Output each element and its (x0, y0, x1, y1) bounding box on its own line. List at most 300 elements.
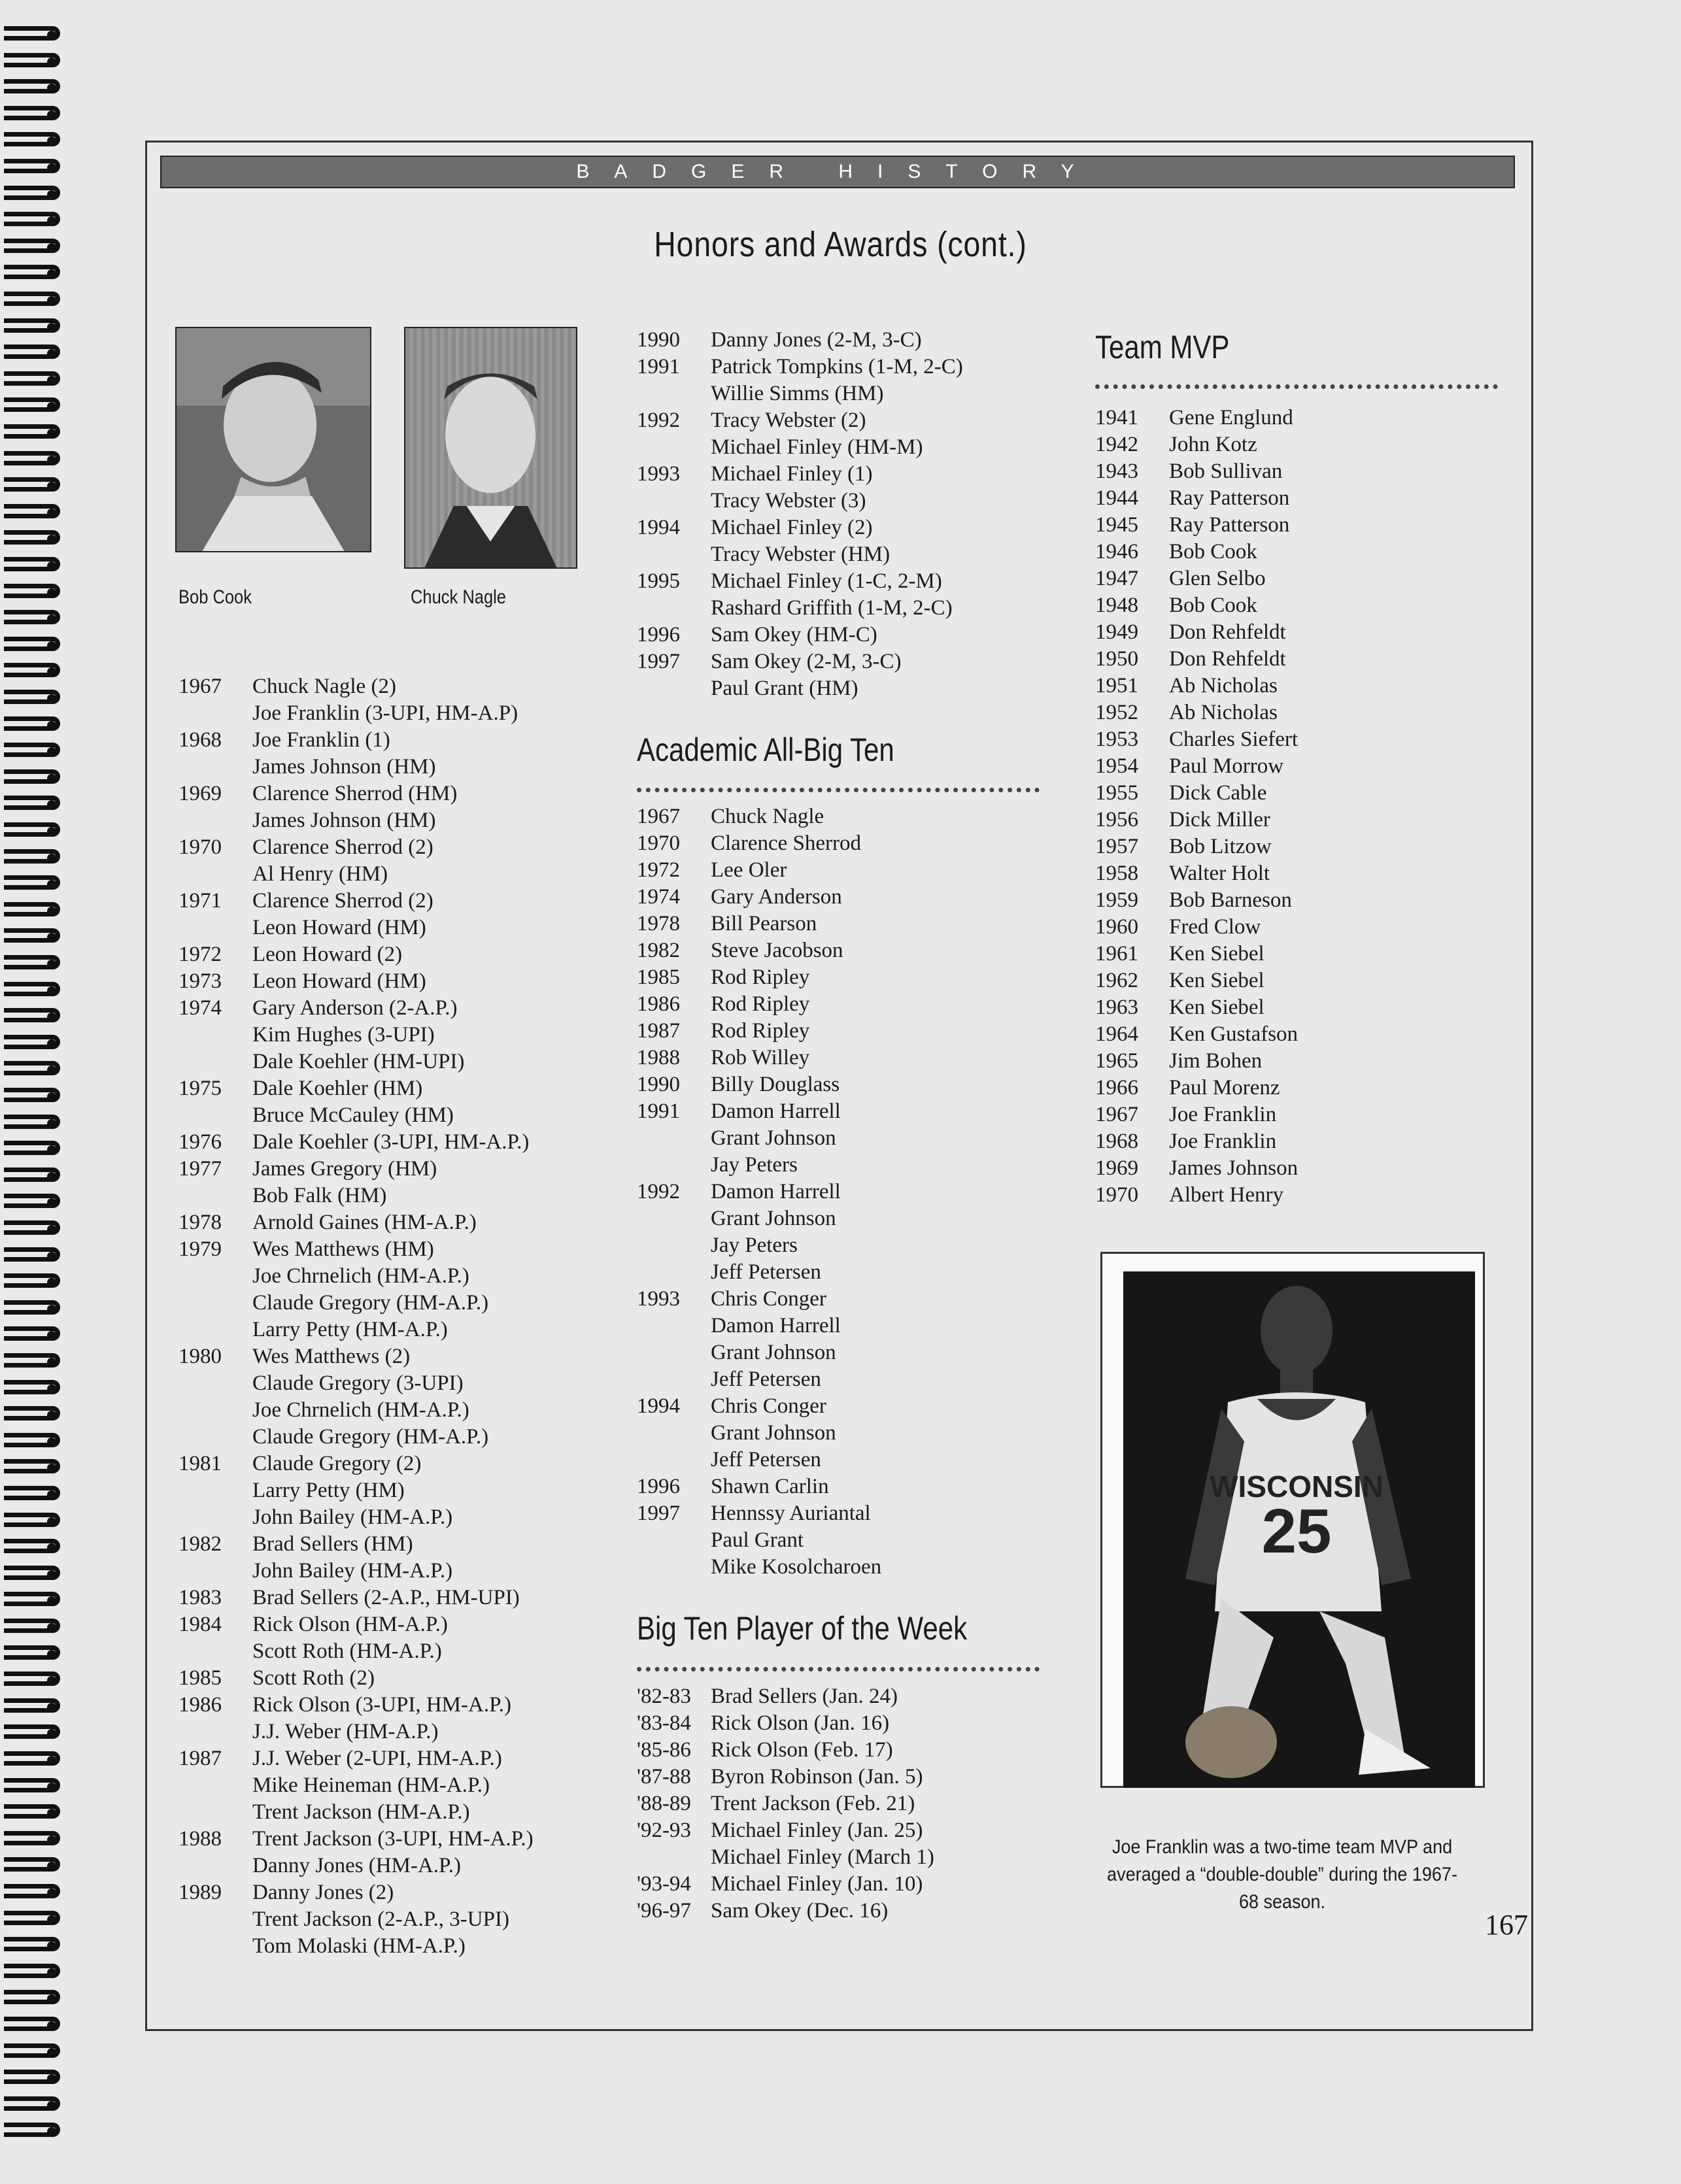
list-item (178, 1209, 534, 1236)
list-item (637, 1286, 881, 1313)
list-item (178, 1531, 534, 1558)
list-item (637, 884, 881, 911)
item-year (178, 1906, 252, 1933)
item-year: 1997 (637, 1502, 680, 1525)
item-name: Don Rehfeldt (1169, 647, 1286, 671)
item-name: Charles Siefert (1169, 728, 1299, 751)
item-name: Brad Sellers (2-A.P., HM-UPI) (252, 1586, 520, 1609)
item-year (178, 1853, 252, 1879)
list-item (637, 461, 963, 488)
item-year (178, 807, 252, 834)
item-name: Paul Grant (711, 1528, 804, 1552)
spiral-coil (4, 2123, 60, 2142)
list-item (637, 407, 963, 434)
item-year (637, 1313, 711, 1339)
item-name: James Johnson (1169, 1156, 1299, 1180)
spiral-coil (4, 743, 60, 762)
list-item (1095, 539, 1298, 565)
item-year: 1963 (1095, 996, 1138, 1019)
list-item (637, 1817, 934, 1844)
spiral-coil (4, 1115, 60, 1134)
spiral-coil (4, 2043, 60, 2063)
item-year: 1968 (1095, 1130, 1138, 1153)
item-name: Claude Gregory (3-UPI) (252, 1371, 464, 1395)
item-year: 1942 (1095, 433, 1138, 456)
spiral-coil (4, 1300, 60, 1320)
item-name: Jay Peters (711, 1234, 798, 1257)
list-item (637, 1447, 881, 1473)
item-name: Grant Johnson (711, 1341, 836, 1364)
all-big-ten-list-part2 (637, 327, 963, 702)
item-name: Clarence Sherrod (HM) (252, 782, 458, 805)
item-year: '85-86 (637, 1738, 691, 1762)
item-name: Bob Barneson (1169, 888, 1292, 912)
item-name: Rod Ripley (711, 966, 810, 989)
list-item (178, 673, 534, 700)
list-item (637, 1071, 881, 1098)
item-year: 1985 (178, 1666, 222, 1690)
item-year: 1986 (637, 992, 680, 1016)
item-name: Jeff Petersen (711, 1368, 821, 1391)
item-name: Gene Englund (1169, 406, 1293, 429)
item-name: Rick Olson (HM-A.P.) (252, 1613, 448, 1636)
item-name: Scott Roth (HM-A.P.) (252, 1639, 442, 1663)
item-year: 1981 (178, 1452, 222, 1475)
spiral-coil (4, 1513, 60, 1532)
item-name: John Bailey (HM-A.P.) (252, 1505, 453, 1529)
list-item (178, 1236, 534, 1263)
list-item (637, 1152, 881, 1179)
list-item (637, 380, 963, 407)
list-item (178, 1129, 534, 1156)
item-year: 1978 (178, 1211, 222, 1234)
list-item (637, 1683, 934, 1710)
spiral-coil (4, 849, 60, 869)
spiral-coil (4, 557, 60, 577)
player-of-week-divider (637, 1667, 1040, 1672)
list-item (178, 1879, 534, 1906)
list-item (637, 1420, 881, 1447)
item-year: 1982 (637, 939, 680, 962)
spiral-coil (4, 1273, 60, 1293)
item-name: Ken Gustafson (1169, 1022, 1299, 1046)
spiral-coil (4, 292, 60, 311)
item-name: Clarence Sherrod (2) (252, 889, 433, 913)
item-name: J.J. Weber (HM-A.P.) (252, 1720, 439, 1743)
item-year (637, 1232, 711, 1259)
item-year (178, 1424, 252, 1451)
item-name: Clarence Sherrod (2) (252, 835, 433, 859)
spiral-coil (4, 1380, 60, 1400)
item-year: 1967 (178, 675, 222, 698)
item-year (178, 1290, 252, 1317)
list-item (637, 1366, 881, 1393)
spiral-coil (4, 796, 60, 815)
spiral-coil (4, 1008, 60, 1028)
list-item (637, 1232, 881, 1259)
spiral-coil (4, 132, 60, 152)
item-name: Ken Siebel (1169, 969, 1265, 992)
item-year: '83-84 (637, 1711, 691, 1735)
item-year (637, 595, 711, 622)
item-name: Ken Siebel (1169, 996, 1265, 1019)
item-year: 1977 (178, 1157, 222, 1181)
item-name: Al Henry (HM) (252, 862, 388, 886)
item-year: 1975 (178, 1077, 222, 1100)
item-year: 1992 (637, 1180, 680, 1203)
item-name: Chuck Nagle (711, 805, 824, 828)
item-year: 1972 (178, 943, 222, 966)
list-item (1095, 994, 1298, 1021)
spiral-coil (4, 1194, 60, 1213)
list-item (178, 1933, 534, 1960)
item-year: 1976 (178, 1130, 222, 1154)
item-name: Sam Okey (Dec. 16) (711, 1899, 889, 1923)
player-of-week-heading: Big Ten Player of the Week (637, 1610, 968, 1647)
spiral-coil (4, 1672, 60, 1691)
spiral-coil (4, 1831, 60, 1851)
item-year: 1996 (637, 1475, 680, 1498)
list-item (178, 1290, 534, 1317)
list-item (1095, 807, 1298, 833)
item-year: '93-94 (637, 1872, 691, 1896)
item-year (178, 1477, 252, 1504)
spiral-coil (4, 822, 60, 842)
list-item (1095, 431, 1298, 458)
item-year: 1996 (637, 623, 680, 647)
item-name: Lee Oler (711, 858, 787, 882)
list-item (637, 354, 963, 380)
team-mvp-divider (1095, 384, 1498, 389)
list-item (178, 1665, 534, 1692)
item-year: 1956 (1095, 808, 1138, 832)
item-year: 1951 (1095, 674, 1138, 697)
item-name: Albert Henry (1169, 1183, 1284, 1207)
spiral-coil (4, 2070, 60, 2089)
list-item (637, 1737, 934, 1764)
item-name: Mike Kosolcharoen (711, 1555, 882, 1579)
spiral-coil (4, 1406, 60, 1426)
list-item (178, 1826, 534, 1853)
list-item (178, 1853, 534, 1879)
item-year: 1967 (1095, 1103, 1138, 1126)
item-name: Danny Jones (2) (252, 1881, 394, 1904)
item-name: Bob Cook (1169, 540, 1257, 563)
item-year: 1973 (178, 969, 222, 993)
list-item (1095, 1075, 1298, 1101)
item-name: Joe Chrnelich (HM-A.P.) (252, 1264, 469, 1288)
item-name: Scott Roth (2) (252, 1666, 375, 1690)
list-item (178, 861, 534, 888)
list-item (178, 1772, 534, 1799)
list-item (178, 1317, 534, 1343)
list-item (637, 1898, 934, 1924)
item-name: Glen Selbo (1169, 567, 1266, 590)
item-name: Dick Miller (1169, 808, 1270, 832)
spiral-coil (4, 1751, 60, 1771)
item-year (637, 380, 711, 407)
spiral-coil (4, 1645, 60, 1665)
page-number: 167 (1485, 1909, 1528, 1941)
spiral-coil (4, 1141, 60, 1160)
spiral-coil (4, 875, 60, 895)
item-name: Rick Olson (Jan. 16) (711, 1711, 890, 1735)
item-name: Jim Bohen (1169, 1049, 1263, 1073)
item-year: 1987 (637, 1019, 680, 1043)
item-year (178, 1772, 252, 1799)
list-item (1095, 753, 1298, 780)
item-name: Michael Finley (1) (711, 462, 873, 486)
item-name: Jay Peters (711, 1153, 798, 1177)
list-item (637, 1393, 881, 1420)
item-name: Dale Koehler (3-UPI, HM-A.P.) (252, 1130, 530, 1154)
item-year: 1972 (637, 858, 680, 882)
list-item (1095, 967, 1298, 994)
spiral-binding (0, 26, 72, 2157)
item-name: Sam Okey (HM-C) (711, 623, 877, 647)
spiral-coil (4, 477, 60, 497)
item-year: 1988 (178, 1827, 222, 1851)
list-item (178, 1638, 534, 1665)
spiral-coil (4, 584, 60, 603)
item-year: '88-89 (637, 1792, 691, 1815)
item-year: 1954 (1095, 754, 1138, 778)
list-item (1095, 1101, 1298, 1128)
item-year (178, 1183, 252, 1209)
list-item (637, 675, 963, 702)
item-name: Wes Matthews (2) (252, 1345, 411, 1368)
item-name: James Johnson (HM) (252, 809, 436, 832)
item-year (178, 861, 252, 888)
list-item (178, 1451, 534, 1477)
item-name: Larry Petty (HM) (252, 1479, 405, 1502)
item-name: Byron Robinson (Jan. 5) (711, 1765, 923, 1789)
list-item (1095, 673, 1298, 699)
item-name: Jeff Petersen (711, 1260, 821, 1284)
spiral-coil (4, 1619, 60, 1638)
list-item (637, 991, 881, 1018)
team-mvp-list (1095, 405, 1298, 1209)
spiral-coil (4, 663, 60, 682)
list-item (637, 1259, 881, 1286)
item-name: Grant Johnson (711, 1207, 836, 1230)
item-name: Grant Johnson (711, 1126, 836, 1150)
item-year (637, 1554, 711, 1581)
item-name: Arnold Gaines (HM-A.P.) (252, 1211, 477, 1234)
list-item (1095, 941, 1298, 967)
list-item (178, 915, 534, 941)
item-name: Michael Finley (March 1) (711, 1845, 934, 1869)
spiral-coil (4, 1884, 60, 1904)
item-year: 1997 (637, 650, 680, 673)
item-name: Chris Conger (711, 1394, 826, 1418)
list-item (1095, 699, 1298, 726)
spiral-coil (4, 1566, 60, 1585)
item-name: Paul Morenz (1169, 1076, 1280, 1100)
item-name: Joe Franklin (1169, 1130, 1277, 1153)
item-year (178, 1397, 252, 1424)
item-year: '87-88 (637, 1765, 691, 1789)
spiral-coil (4, 1433, 60, 1453)
item-year (637, 1844, 711, 1871)
item-year (178, 1102, 252, 1129)
item-name: Damon Harrell (711, 1314, 841, 1337)
list-item (1095, 780, 1298, 807)
item-year: 1966 (1095, 1076, 1138, 1100)
item-name: Tracy Webster (3) (711, 489, 866, 512)
item-year (178, 1638, 252, 1665)
spiral-coil (4, 716, 60, 736)
list-item (178, 1183, 534, 1209)
item-year: 1988 (637, 1046, 680, 1069)
item-name: Don Rehfeldt (1169, 620, 1286, 644)
item-year: 1991 (637, 355, 680, 378)
list-item (637, 964, 881, 991)
spiral-coil (4, 955, 60, 975)
item-year (178, 1370, 252, 1397)
spiral-coil (4, 1698, 60, 1718)
spiral-coil (4, 1168, 60, 1187)
item-name: J.J. Weber (2-UPI, HM-A.P.) (252, 1747, 502, 1770)
item-year (178, 1049, 252, 1075)
item-year (637, 1259, 711, 1286)
list-item (637, 1790, 934, 1817)
item-year (637, 1366, 711, 1393)
item-name: Shawn Carlin (711, 1475, 829, 1498)
item-year: 1943 (1095, 460, 1138, 483)
item-year (178, 754, 252, 781)
item-year: 1994 (637, 1394, 680, 1418)
item-year: 1967 (637, 805, 680, 828)
list-item (1095, 458, 1298, 485)
list-item (178, 1477, 534, 1504)
item-name: Trent Jackson (HM-A.P.) (252, 1800, 470, 1824)
spiral-coil (4, 424, 60, 444)
item-year: '82-83 (637, 1685, 691, 1708)
list-item (637, 648, 963, 675)
spiral-coil (4, 1804, 60, 1824)
spiral-coil (4, 106, 60, 126)
item-year: 1978 (637, 912, 680, 935)
list-item (637, 1179, 881, 1205)
item-year (178, 1719, 252, 1745)
item-year (637, 1125, 711, 1152)
list-item (178, 754, 534, 781)
photo-caption-bob-cook: Bob Cook (178, 586, 252, 608)
list-item (637, 568, 963, 595)
item-name: Willie Simms (HM) (711, 382, 884, 405)
all-big-ten-list-part1 (178, 673, 534, 1960)
item-year: 1987 (178, 1747, 222, 1770)
item-name: Bill Pearson (711, 912, 817, 935)
item-name: Michael Finley (Jan. 25) (711, 1819, 923, 1842)
list-item (178, 807, 534, 834)
academic-list (637, 803, 881, 1581)
item-year (637, 434, 711, 461)
item-year (637, 1339, 711, 1366)
item-year: 1950 (1095, 647, 1138, 671)
list-item (178, 941, 534, 968)
spiral-coil (4, 1964, 60, 1983)
item-year: 1983 (178, 1586, 222, 1609)
list-item (178, 1558, 534, 1585)
item-year (637, 541, 711, 568)
list-item (637, 1098, 881, 1125)
list-item (1095, 405, 1298, 431)
item-name: Leon Howard (2) (252, 943, 403, 966)
item-name: Hennssy Auriantal (711, 1502, 871, 1525)
list-item (1095, 726, 1298, 753)
item-year: 1948 (1095, 594, 1138, 617)
spiral-coil (4, 265, 60, 284)
item-year (178, 1504, 252, 1531)
list-item (637, 830, 881, 857)
list-item (1095, 646, 1298, 673)
academic-heading: Academic All-Big Ten (637, 731, 894, 768)
list-item (178, 834, 534, 861)
item-name: Mike Heineman (HM-A.P.) (252, 1773, 490, 1797)
jersey-text: WISCONSIN (1210, 1470, 1384, 1504)
item-year: 1969 (178, 782, 222, 805)
item-name: Ab Nicholas (1169, 674, 1278, 697)
item-year: 1958 (1095, 862, 1138, 885)
item-year (178, 1317, 252, 1343)
list-item (178, 1263, 534, 1290)
list-item (178, 1370, 534, 1397)
section-banner: BADGER HISTORY (160, 156, 1515, 188)
list-item (1095, 1021, 1298, 1048)
list-item (637, 1313, 881, 1339)
list-item (178, 1343, 534, 1370)
item-year: 1949 (1095, 620, 1138, 644)
list-item (178, 1906, 534, 1933)
list-item (178, 1719, 534, 1745)
item-name: Tracy Webster (2) (711, 409, 866, 432)
item-name: Danny Jones (2-M, 3-C) (711, 328, 922, 352)
item-year: 1989 (178, 1881, 222, 1904)
list-item (637, 1473, 881, 1500)
list-item (1095, 1128, 1298, 1155)
spiral-coil (4, 1724, 60, 1744)
item-year: 1985 (637, 966, 680, 989)
spiral-coil (4, 1088, 60, 1107)
spiral-coil (4, 982, 60, 1001)
spiral-coil (4, 610, 60, 630)
list-item (178, 1585, 534, 1611)
spiral-coil (4, 451, 60, 471)
item-name: Patrick Tompkins (1-M, 2-C) (711, 355, 963, 378)
list-item (637, 911, 881, 937)
player-of-week-list (637, 1683, 934, 1924)
list-item (637, 1871, 934, 1898)
item-name: Bob Litzow (1169, 835, 1272, 858)
team-mvp-heading: Team MVP (1095, 329, 1230, 365)
item-year: 1979 (178, 1237, 222, 1261)
spiral-coil (4, 53, 60, 73)
item-year: '96-97 (637, 1899, 691, 1923)
spiral-coil (4, 318, 60, 338)
item-name: Larry Petty (HM-A.P.) (252, 1318, 448, 1341)
list-item (178, 1397, 534, 1424)
item-year: 1957 (1095, 835, 1138, 858)
photo-chuck-nagle (404, 327, 577, 569)
spiral-coil (4, 344, 60, 364)
item-name: Brad Sellers (HM) (252, 1532, 413, 1556)
item-name: Gary Anderson (2-A.P.) (252, 996, 458, 1020)
spiral-coil (4, 1459, 60, 1479)
item-year: 1992 (637, 409, 680, 432)
item-name: Bob Cook (1169, 594, 1257, 617)
